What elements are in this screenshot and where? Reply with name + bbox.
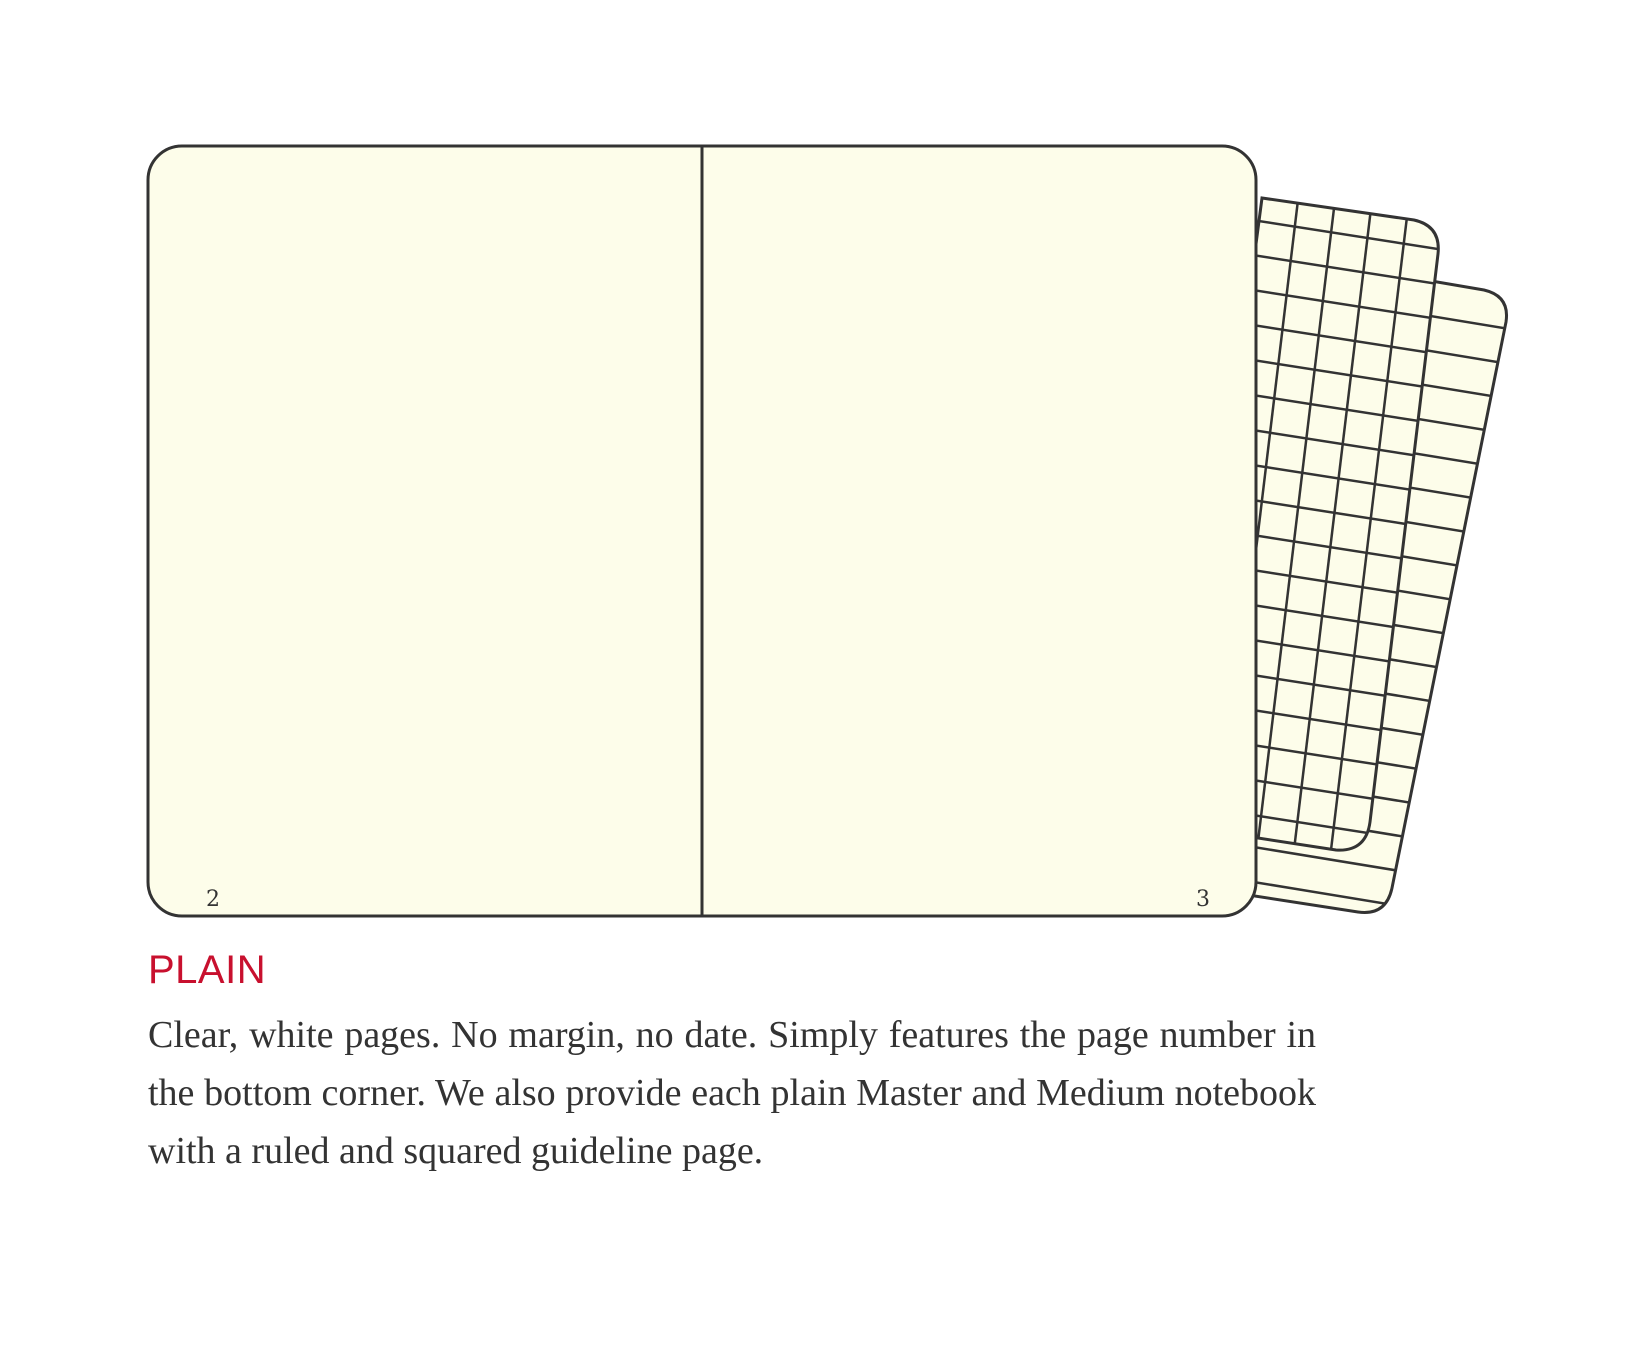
- caption-body: Clear, white pages. No margin, no date. Simply features the page number in the bottom corner. We also provide each plain Master and Medium notebook with a ruled and squared guideline page.: [148, 1014, 1316, 1172]
- caption-title: PLAIN: [148, 948, 267, 992]
- caption: [148, 950, 1316, 1180]
- left-page-number: 2: [206, 887, 220, 912]
- plain-notebook-spread: [148, 146, 1256, 916]
- right-page-number: 3: [1196, 887, 1210, 912]
